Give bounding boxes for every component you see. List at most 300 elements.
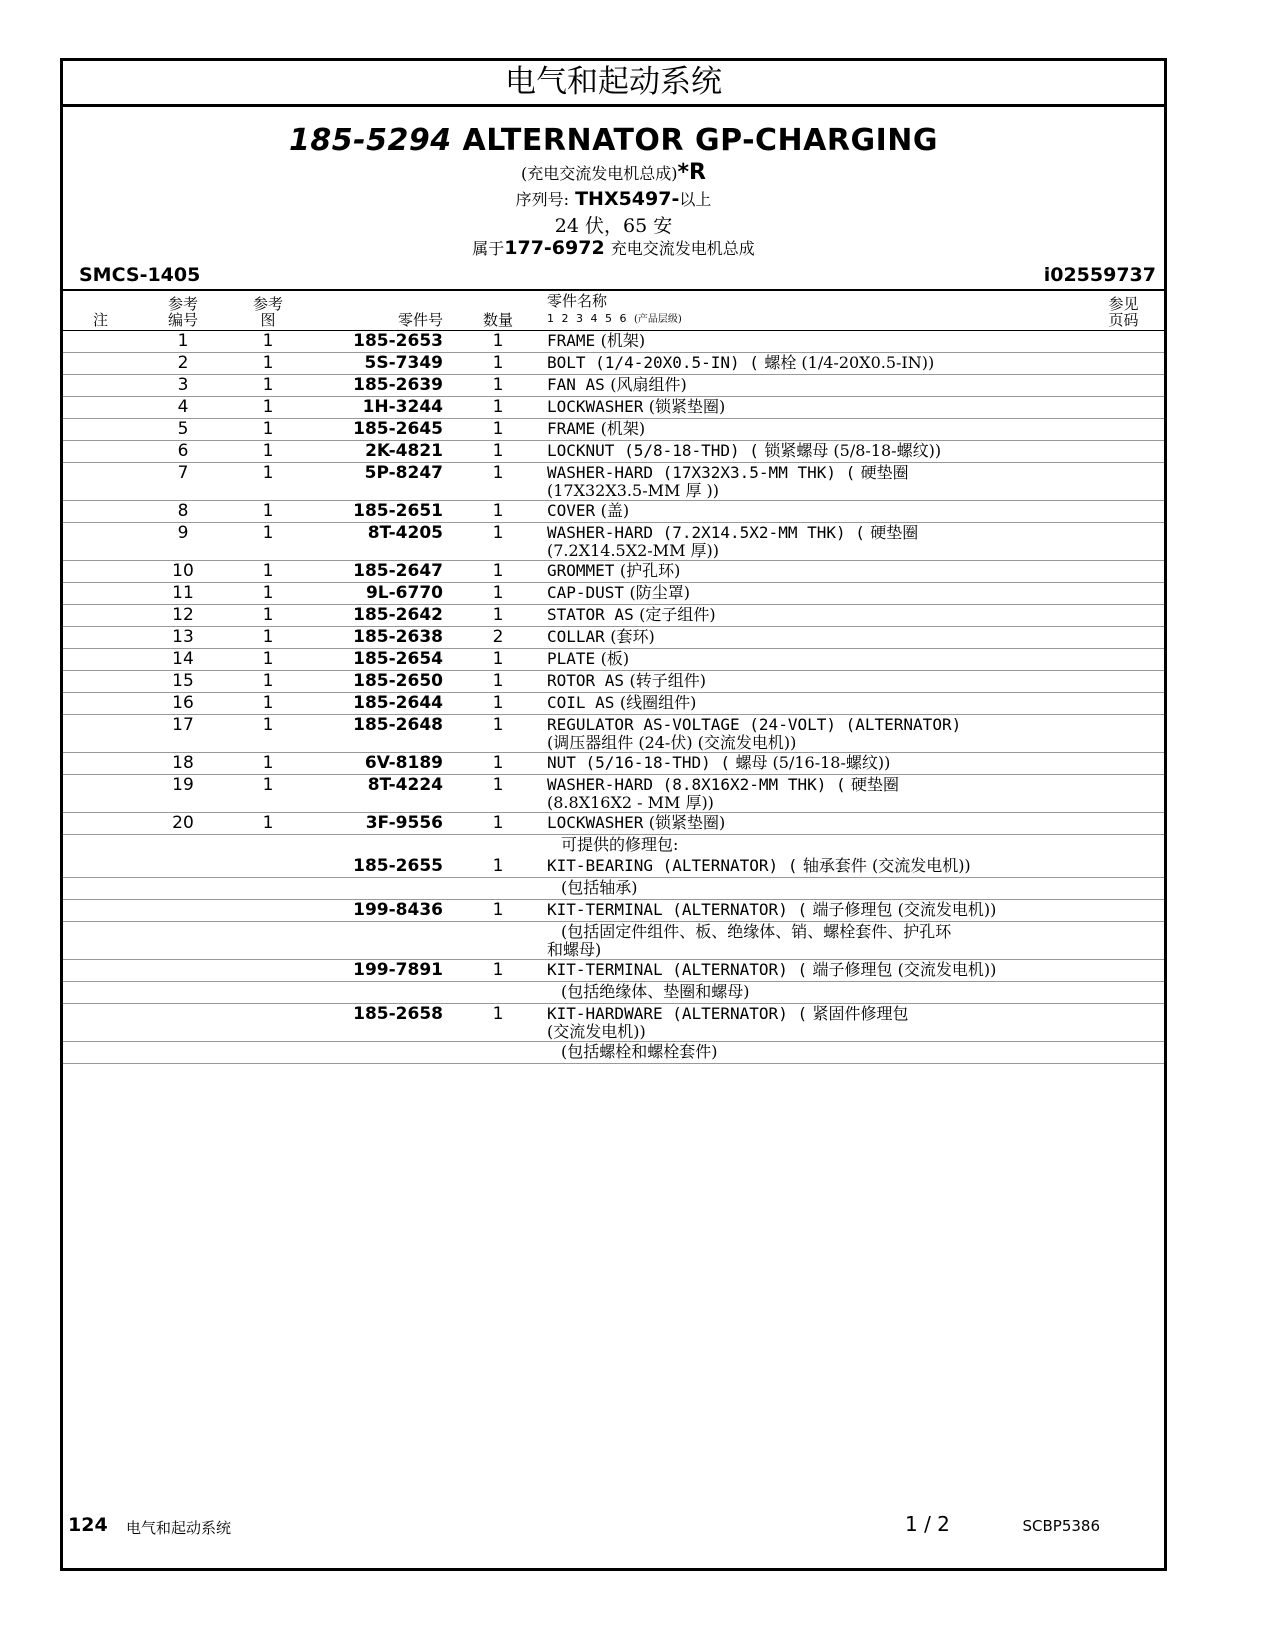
- see-page: [1083, 523, 1164, 561]
- note-cell: [63, 715, 138, 753]
- part-name-en: COLLAR: [547, 627, 605, 646]
- part-name-en: NUT (5/16-18-THD) (: [547, 753, 731, 772]
- ref-no: 3: [138, 375, 228, 397]
- part-name-cn: 端子修理包 (交流发电机)): [812, 960, 997, 979]
- part-name: [543, 856, 1083, 878]
- part-name-cn: 螺母 (5/16-18-螺纹)): [735, 753, 891, 772]
- ref-fig: [228, 960, 308, 982]
- quantity: 1: [453, 715, 543, 753]
- part-name-en: KIT-HARDWARE (ALTERNATOR) (: [547, 1004, 808, 1023]
- table-row: [63, 419, 1164, 441]
- part-name-en: FAN AS: [547, 375, 605, 394]
- part-name-en: GROMMET: [547, 561, 615, 580]
- illustration-id: i02559737: [1043, 264, 1156, 286]
- table-row: [63, 649, 1164, 671]
- ref-no: 14: [138, 649, 228, 671]
- ref-fig: 1: [228, 353, 308, 375]
- table-row: [63, 627, 1164, 649]
- part-name: [543, 463, 1083, 501]
- serial-value: THX5497-: [575, 188, 680, 210]
- part-name-cn: 轴承套件 (交流发电机)): [802, 856, 971, 875]
- empty-cell: [453, 835, 543, 857]
- empty-cell: [308, 1042, 453, 1064]
- kit-note-text: (包括固定件组件、板、绝缘体、销、螺栓套件、护孔环: [561, 922, 952, 941]
- ref-no: 12: [138, 605, 228, 627]
- empty-cell: [228, 1042, 308, 1064]
- col-name: 零件名称 1 2 3 4 5 6 (产品层级): [543, 291, 1083, 331]
- table-row: [63, 331, 1164, 353]
- col-note: 注: [63, 291, 138, 331]
- kit-note-text: 和螺母): [547, 940, 602, 959]
- part-number: 9L-6770: [308, 583, 453, 605]
- quantity: 1: [453, 561, 543, 583]
- ref-fig: [228, 856, 308, 878]
- part-number: 199-7891: [308, 960, 453, 982]
- ref-fig: 1: [228, 523, 308, 561]
- ref-fig: 1: [228, 693, 308, 715]
- part-number: 185-2642: [308, 605, 453, 627]
- table-row: [63, 375, 1164, 397]
- part-name: [543, 715, 1083, 753]
- table-row: [63, 753, 1164, 775]
- note-cell: [63, 671, 138, 693]
- part-number: 185-2654: [308, 649, 453, 671]
- see-page: [1083, 397, 1164, 419]
- note-cell: [63, 375, 138, 397]
- kit-note-text: (包括轴承): [561, 878, 638, 897]
- part-number: 185-2655: [308, 856, 453, 878]
- see-page: [1083, 353, 1164, 375]
- part-number: 185-2645: [308, 419, 453, 441]
- part-name: [543, 353, 1083, 375]
- col-qty: 数量: [453, 291, 543, 331]
- part-number: 185-2644: [308, 693, 453, 715]
- part-number: 185-2658: [308, 1004, 453, 1042]
- footer-section: 电气和起动系统: [126, 1519, 232, 1537]
- see-page: [1083, 856, 1164, 878]
- empty-cell: [138, 982, 228, 1004]
- ref-no: 18: [138, 753, 228, 775]
- part-name: [543, 331, 1083, 353]
- part-subtitle: [63, 153, 1164, 186]
- quantity: 1: [453, 753, 543, 775]
- part-number: 185-2638: [308, 627, 453, 649]
- ref-no: [138, 960, 228, 982]
- smcs-code: SMCS-1405: [79, 264, 201, 286]
- note-cell: [63, 775, 138, 813]
- part-name-cn: (转子组件): [629, 671, 706, 690]
- quantity: 1: [453, 353, 543, 375]
- ref-fig: 1: [228, 813, 308, 835]
- quantity: 1: [453, 583, 543, 605]
- ref-fig: 1: [228, 627, 308, 649]
- see-page: [1083, 583, 1164, 605]
- kit-note-row: [63, 982, 1164, 1004]
- part-name: [543, 693, 1083, 715]
- part-name-en: COIL AS: [547, 693, 615, 712]
- footer-code: SCBP5386: [1022, 1517, 1100, 1535]
- belongs-name: 充电交流发电机总成: [610, 239, 755, 258]
- note-cell: [63, 856, 138, 878]
- ref-fig: 1: [228, 649, 308, 671]
- ref-fig: 1: [228, 583, 308, 605]
- see-page: [1083, 419, 1164, 441]
- serial-label: 序列号:: [515, 190, 570, 209]
- table-row: [63, 353, 1164, 375]
- see-page: [1083, 561, 1164, 583]
- col-ref-fig: 参考 图: [228, 291, 308, 331]
- part-number: 6V-8189: [308, 753, 453, 775]
- part-name-cn-cont: (17X32X3.5-MM 厚 )): [547, 481, 720, 500]
- ref-no: [138, 1004, 228, 1042]
- empty-cell: [308, 922, 453, 960]
- table-row: [63, 523, 1164, 561]
- parts-table: [63, 291, 1164, 1064]
- part-name-cn-cont: (交流发电机)): [547, 1022, 646, 1041]
- empty-cell: [228, 982, 308, 1004]
- empty-cell: [453, 922, 543, 960]
- empty-cell: [308, 982, 453, 1004]
- kit-note: [543, 922, 1083, 960]
- part-name-cn: (充电交流发电机总成): [521, 164, 678, 183]
- empty-cell: [138, 835, 228, 857]
- part-header: [63, 107, 1164, 289]
- part-name: [543, 627, 1083, 649]
- ref-no: 7: [138, 463, 228, 501]
- note-cell: [63, 441, 138, 463]
- note-cell: [63, 813, 138, 835]
- kit-row: [63, 1004, 1164, 1042]
- see-page: [1083, 501, 1164, 523]
- kit-note-row: [63, 878, 1164, 900]
- note-cell: [63, 331, 138, 353]
- ref-no: 4: [138, 397, 228, 419]
- part-name: [543, 375, 1083, 397]
- kit-row: [63, 960, 1164, 982]
- part-number: 199-8436: [308, 900, 453, 922]
- ref-no: [138, 900, 228, 922]
- note-cell: [63, 960, 138, 982]
- part-number: 8T-4224: [308, 775, 453, 813]
- part-name: [543, 813, 1083, 835]
- part-name: [543, 1004, 1083, 1042]
- part-name-cn: 锁紧螺母 (5/8-18-螺纹)): [764, 441, 942, 460]
- part-name-en: KIT-TERMINAL (ALTERNATOR) (: [547, 900, 808, 919]
- quantity: 1: [453, 900, 543, 922]
- quantity: 1: [453, 501, 543, 523]
- quantity: 1: [453, 441, 543, 463]
- quantity: 1: [453, 375, 543, 397]
- part-number: 185-2639: [308, 375, 453, 397]
- empty-cell: [453, 982, 543, 1004]
- part-name-cn: (风扇组件): [610, 375, 687, 394]
- part-number: 185-2651: [308, 501, 453, 523]
- ref-fig: 1: [228, 501, 308, 523]
- part-number: 2K-4821: [308, 441, 453, 463]
- see-page: [1083, 627, 1164, 649]
- kit-note: [543, 982, 1083, 1004]
- part-name-en: LOCKWASHER: [547, 397, 644, 416]
- ref-fig: 1: [228, 331, 308, 353]
- quantity: 1: [453, 813, 543, 835]
- part-name-cn: 硬垫圈: [860, 463, 909, 482]
- empty-cell: [63, 835, 138, 857]
- note-cell: [63, 583, 138, 605]
- ref-no: 16: [138, 693, 228, 715]
- see-page: [1083, 813, 1164, 835]
- table-row: [63, 693, 1164, 715]
- empty-cell: [1083, 835, 1164, 857]
- note-cell: [63, 501, 138, 523]
- kits-label-row: [63, 835, 1164, 857]
- ref-no: 2: [138, 353, 228, 375]
- ref-no: 19: [138, 775, 228, 813]
- table-row: [63, 813, 1164, 835]
- quantity: 1: [453, 605, 543, 627]
- part-name-cn: 端子修理包 (交流发电机)): [812, 900, 997, 919]
- footer-page-number: 124: [68, 1514, 108, 1536]
- part-name: [543, 671, 1083, 693]
- empty-cell: [228, 878, 308, 900]
- part-name-cn-cont: (8.8X16X2 - MM 厚)): [547, 793, 714, 812]
- note-cell: [63, 627, 138, 649]
- quantity: 1: [453, 331, 543, 353]
- see-page: [1083, 605, 1164, 627]
- part-name: [543, 605, 1083, 627]
- part-name-cn: 硬垫圈: [870, 523, 919, 542]
- table-row: [63, 671, 1164, 693]
- note-cell: [63, 353, 138, 375]
- quantity: 1: [453, 775, 543, 813]
- ref-fig: 1: [228, 671, 308, 693]
- ref-no: 1: [138, 331, 228, 353]
- empty-cell: [138, 922, 228, 960]
- table-row: [63, 605, 1164, 627]
- part-name: [543, 397, 1083, 419]
- part-number: 5P-8247: [308, 463, 453, 501]
- part-name-en: STATOR AS: [547, 605, 634, 624]
- note-cell: [63, 649, 138, 671]
- part-name-cn-cont: (7.2X14.5X2-MM 厚)): [547, 541, 720, 560]
- ref-fig: 1: [228, 715, 308, 753]
- quantity: 1: [453, 419, 543, 441]
- note-cell: [63, 1004, 138, 1042]
- ref-fig: 1: [228, 561, 308, 583]
- part-name-cn: (套环): [610, 627, 655, 646]
- part-name: [543, 441, 1083, 463]
- see-page: [1083, 960, 1164, 982]
- part-name-en: CAP-DUST: [547, 583, 625, 602]
- table-row: [63, 441, 1164, 463]
- part-suffix: *R: [677, 160, 706, 185]
- col-part-no: 零件号: [308, 291, 453, 331]
- part-name-en: KIT-TERMINAL (ALTERNATOR) (: [547, 960, 808, 979]
- serial-suffix: 以上: [679, 190, 712, 209]
- kits-label-text: 可提供的修理包:: [561, 835, 679, 854]
- empty-cell: [228, 835, 308, 857]
- note-cell: [63, 523, 138, 561]
- ref-no: 20: [138, 813, 228, 835]
- empty-cell: [453, 1042, 543, 1064]
- ref-no: 10: [138, 561, 228, 583]
- part-name: [543, 649, 1083, 671]
- empty-cell: [63, 878, 138, 900]
- part-name-en: WASHER-HARD (8.8X16X2-MM THK) (: [547, 775, 846, 794]
- part-number: 185-2648: [308, 715, 453, 753]
- kit-note-text: (包括螺栓和螺栓套件): [561, 1042, 718, 1061]
- part-name-cn: (板): [600, 649, 630, 668]
- empty-cell: [228, 922, 308, 960]
- table-row: [63, 583, 1164, 605]
- table-row: [63, 501, 1164, 523]
- part-name: [543, 561, 1083, 583]
- ref-no: 17: [138, 715, 228, 753]
- see-page: [1083, 693, 1164, 715]
- part-name-cn: (锁紧垫圈): [648, 397, 726, 416]
- part-name-cn: (护孔环): [619, 561, 681, 580]
- col-ref-no: 参考 编号: [138, 291, 228, 331]
- part-name-en: REGULATOR AS-VOLTAGE (24-VOLT) (ALTERNATOR): [547, 715, 962, 734]
- part-number: 8T-4205: [308, 523, 453, 561]
- part-name-en: KIT-BEARING (ALTERNATOR) (: [547, 856, 798, 875]
- quantity: 1: [453, 649, 543, 671]
- part-name: [543, 523, 1083, 561]
- see-page: [1083, 775, 1164, 813]
- part-name-cn-cont: (调压器组件 (24-伏) (交流发电机)): [547, 733, 797, 752]
- footer-page-of: 1 / 2: [905, 1512, 950, 1536]
- see-page: [1083, 463, 1164, 501]
- kit-note: [543, 1042, 1083, 1064]
- ref-fig: 1: [228, 397, 308, 419]
- serial-range: [63, 187, 1164, 210]
- see-page: [1083, 331, 1164, 353]
- ref-no: 11: [138, 583, 228, 605]
- belongs-part-number: 177-6972: [504, 237, 605, 259]
- note-cell: [63, 397, 138, 419]
- table-row: [63, 463, 1164, 501]
- section-title: 电气和起动系统: [63, 61, 1164, 107]
- part-name-cn: (防尘罩): [629, 583, 690, 602]
- empty-cell: [453, 878, 543, 900]
- ref-fig: [228, 1004, 308, 1042]
- table-row: [63, 715, 1164, 753]
- note-cell: [63, 605, 138, 627]
- belongs-to: [63, 236, 1164, 259]
- note-cell: [63, 419, 138, 441]
- note-cell: [63, 463, 138, 501]
- part-name-en: LOCKNUT (5/8-18-THD) (: [547, 441, 759, 460]
- note-cell: [63, 561, 138, 583]
- part-name-en: BOLT (1/4-20X0.5-IN) (: [547, 353, 759, 372]
- part-name-cn: (机架): [600, 419, 646, 438]
- part-name-cn: 螺栓 (1/4-20X0.5-IN)): [764, 353, 935, 372]
- part-name: [543, 583, 1083, 605]
- ref-fig: 1: [228, 441, 308, 463]
- part-name-en: PLATE: [547, 649, 596, 668]
- part-name-en: COVER: [547, 501, 596, 520]
- part-name-cn: (线圈组件): [619, 693, 697, 712]
- ref-fig: 1: [228, 753, 308, 775]
- part-name-en: WASHER-HARD (7.2X14.5X2-MM THK) (: [547, 523, 865, 542]
- note-cell: [63, 693, 138, 715]
- empty-cell: [308, 878, 453, 900]
- part-number: 3F-9556: [308, 813, 453, 835]
- part-number: 1H-3244: [308, 397, 453, 419]
- ref-no: 15: [138, 671, 228, 693]
- ref-no: 5: [138, 419, 228, 441]
- part-name: [543, 753, 1083, 775]
- empty-cell: [1083, 878, 1164, 900]
- part-name-cn: (锁紧垫圈): [648, 813, 726, 832]
- col-see-page: 参见 页码: [1083, 291, 1164, 331]
- kit-row: [63, 900, 1164, 922]
- part-number: 185-2650: [308, 671, 453, 693]
- ref-no: 13: [138, 627, 228, 649]
- see-page: [1083, 900, 1164, 922]
- part-name-cn: (定子组件): [639, 605, 716, 624]
- part-name-en: LOCKWASHER: [547, 813, 644, 832]
- empty-cell: [63, 922, 138, 960]
- empty-cell: [63, 1042, 138, 1064]
- quantity: 1: [453, 463, 543, 501]
- part-number: 185-2647: [308, 561, 453, 583]
- part-name-en: WASHER-HARD (17X32X3.5-MM THK) (: [547, 463, 856, 482]
- part-name-cn: 硬垫圈: [851, 775, 900, 794]
- part-name-en: ALTERNATOR GP-CHARGING: [462, 123, 938, 158]
- part-name-cn: (机架): [600, 331, 646, 350]
- see-page: [1083, 441, 1164, 463]
- empty-cell: [138, 1042, 228, 1064]
- ref-no: [138, 856, 228, 878]
- quantity: 1: [453, 671, 543, 693]
- part-number: 5S-7349: [308, 353, 453, 375]
- table-header: [63, 291, 1164, 331]
- empty-cell: [1083, 922, 1164, 960]
- quantity: 1: [453, 960, 543, 982]
- part-name-en: ROTOR AS: [547, 671, 625, 690]
- note-cell: [63, 900, 138, 922]
- part-name: [543, 775, 1083, 813]
- part-name-en: FRAME: [547, 419, 596, 438]
- table-row: [63, 397, 1164, 419]
- kit-row: [63, 856, 1164, 878]
- see-page: [1083, 1004, 1164, 1042]
- part-name-en: FRAME: [547, 331, 596, 350]
- quantity: 1: [453, 523, 543, 561]
- part-name-cn: 紧固件修理包: [812, 1004, 909, 1023]
- ref-fig: 1: [228, 419, 308, 441]
- kit-note-row: [63, 922, 1164, 960]
- table-row: [63, 775, 1164, 813]
- quantity: 1: [453, 856, 543, 878]
- kits-label: [543, 835, 1083, 857]
- quantity: 2: [453, 627, 543, 649]
- empty-cell: [1083, 982, 1164, 1004]
- empty-cell: [63, 982, 138, 1004]
- part-name-cn: (盖): [600, 501, 630, 520]
- rating: 24 伏，65 安: [554, 215, 673, 237]
- empty-cell: [308, 835, 453, 857]
- part-name: [543, 501, 1083, 523]
- empty-cell: [1083, 1042, 1164, 1064]
- parts-table-wrap: [63, 289, 1164, 1064]
- kit-note-text: (包括绝缘体、垫圈和螺母): [561, 982, 750, 1001]
- see-page: [1083, 649, 1164, 671]
- ref-fig: 1: [228, 605, 308, 627]
- note-cell: [63, 753, 138, 775]
- part-name: [543, 900, 1083, 922]
- ref-fig: 1: [228, 375, 308, 397]
